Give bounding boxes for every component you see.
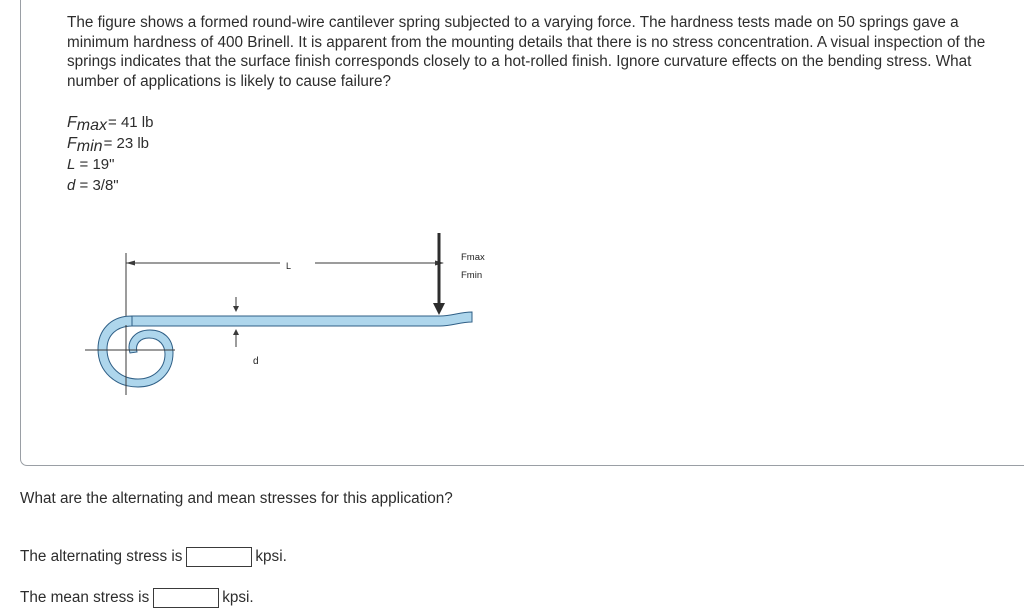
given-diameter: d = 3/8" [67,177,119,194]
mean-stress-row [20,588,254,608]
fmax-value: 41 lb [120,114,154,131]
spring-eye [98,316,173,387]
dimension-arrow-left [126,261,135,266]
label-length: L [286,261,292,271]
given-values [67,112,153,196]
cantilever-spring-figure [80,225,500,405]
diameter-arrowhead-top [233,306,239,312]
mean-stress-input[interactable] [153,588,219,608]
mean-stress-label: The mean stress is [20,589,150,606]
given-fmin: Fmin= 23 lb [67,135,150,155]
alternating-stress-input[interactable] [186,547,252,567]
force-arrow-head [433,303,445,315]
diameter-value: 3/8" [92,177,119,194]
alternating-stress-label: The alternating stress is [20,548,183,565]
mean-stress-unit: kpsi. [222,589,254,606]
label-fmin: Fmin [461,270,483,281]
label-diameter: d [253,356,259,367]
length-value: 19" [92,156,115,173]
alternating-stress-unit: kpsi. [255,548,287,565]
label-fmax: Fmax [461,252,485,263]
fmin-value: 23 lb [116,135,150,152]
diameter-arrowhead-bottom [233,329,239,335]
given-fmax: Fmax= 41 lb [67,114,154,134]
problem-statement: The figure shows a formed round-wire cantilever spring subjected to a varying force. The hardness tests made on 50 springs gave a minimum hardness of 400 Brinell. It is apparent from the mounting details that there is no stress concentration. A visual inspection of the springs indicates that the surface finish corresponds closely to a hot-rolled finish. Ignore curvature effects on the bending stress. What number of applications is likely to cause failure? [67,14,986,90]
sub-question: What are the alternating and mean stresses for this application? [20,490,453,507]
spring-arm [132,312,472,326]
given-length: L = 19" [67,156,115,173]
alternating-stress-row [20,547,287,567]
